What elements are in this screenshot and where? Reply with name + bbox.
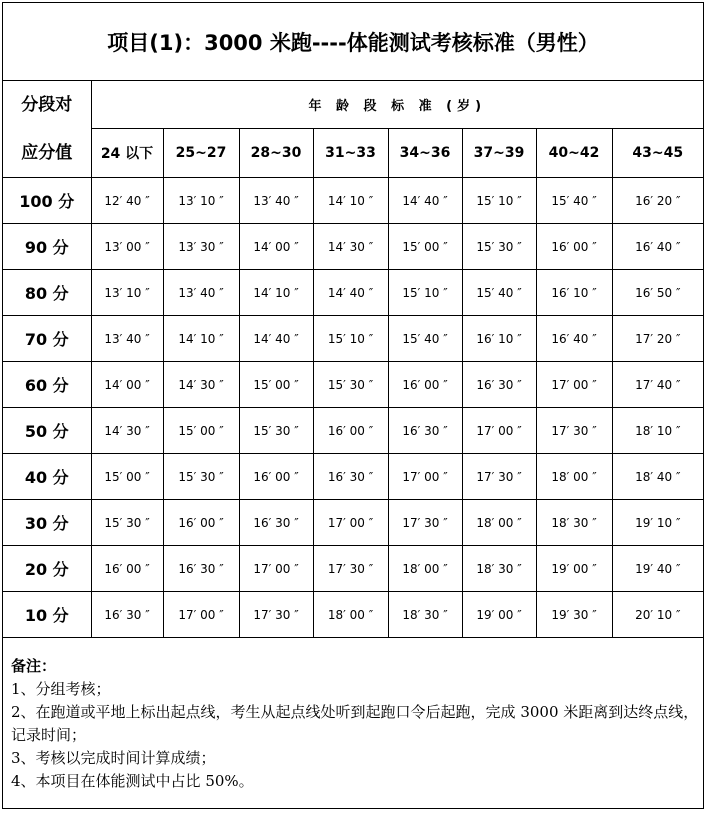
time-cell: 15′ 00 ″ — [91, 454, 163, 500]
time-cell: 14′ 40 ″ — [313, 270, 388, 316]
time-cell: 13′ 10 ″ — [91, 270, 163, 316]
time-cell: 14′ 30 ″ — [91, 408, 163, 454]
time-cell: 13′ 40 ″ — [91, 316, 163, 362]
time-cell: 14′ 40 ″ — [239, 316, 313, 362]
time-cell: 15′ 00 ″ — [163, 408, 239, 454]
note-item: 1、分组考核； — [11, 680, 111, 698]
time-cell: 20′ 10 ″ — [612, 592, 703, 638]
table-row — [3, 316, 703, 362]
score-cell: 70 分 — [3, 316, 91, 362]
table-row — [3, 500, 703, 546]
table-row — [3, 270, 703, 316]
time-cell: 14′ 00 ″ — [239, 224, 313, 270]
time-cell: 15′ 30 ″ — [163, 454, 239, 500]
time-cell: 16′ 00 ″ — [239, 454, 313, 500]
time-cell: 16′ 50 ″ — [612, 270, 703, 316]
page-title: 项目(1)：3000 米跑----体能测试考核标准（男性） — [3, 3, 703, 81]
time-cell: 15′ 40 ″ — [462, 270, 536, 316]
time-cell: 14′ 30 ″ — [313, 224, 388, 270]
score-cell: 50 分 — [3, 408, 91, 454]
table-row — [3, 178, 703, 224]
time-cell: 17′ 00 ″ — [163, 592, 239, 638]
time-cell: 17′ 00 ″ — [536, 362, 612, 408]
time-cell: 17′ 30 ″ — [462, 454, 536, 500]
time-cell: 16′ 30 ″ — [163, 546, 239, 592]
time-cell: 19′ 00 ″ — [462, 592, 536, 638]
time-cell: 14′ 00 ″ — [91, 362, 163, 408]
time-cell: 16′ 40 ″ — [612, 224, 703, 270]
time-cell: 15′ 30 ″ — [462, 224, 536, 270]
time-cell: 19′ 00 ″ — [536, 546, 612, 592]
standards-sheet — [2, 2, 704, 809]
time-cell: 13′ 30 ″ — [163, 224, 239, 270]
time-cell: 17′ 30 ″ — [313, 546, 388, 592]
table-row — [3, 224, 703, 270]
time-cell: 17′ 00 ″ — [313, 500, 388, 546]
score-cell: 40 分 — [3, 454, 91, 500]
time-cell: 18′ 30 ″ — [388, 592, 462, 638]
age-column-header: 25~27 — [163, 129, 239, 178]
time-cell: 15′ 30 ″ — [313, 362, 388, 408]
age-column-header: 37~39 — [462, 129, 536, 178]
table-row — [3, 408, 703, 454]
time-cell: 18′ 10 ″ — [612, 408, 703, 454]
time-cell: 19′ 40 ″ — [612, 546, 703, 592]
time-cell: 17′ 20 ″ — [612, 316, 703, 362]
note-item: 4、本项目在体能测试中占比 50%。 — [11, 772, 254, 790]
time-cell: 18′ 40 ″ — [612, 454, 703, 500]
table-row — [3, 592, 703, 638]
notes-title: 备注： — [11, 657, 57, 675]
time-cell: 14′ 10 ″ — [313, 178, 388, 224]
time-cell: 13′ 00 ″ — [91, 224, 163, 270]
time-cell: 14′ 10 ″ — [163, 316, 239, 362]
time-cell: 15′ 10 ″ — [388, 270, 462, 316]
note-item: 3、考核以完成时间计算成绩； — [11, 749, 216, 767]
score-cell: 80 分 — [3, 270, 91, 316]
corner-line-2: 应分值 — [21, 143, 73, 163]
age-column-header: 34~36 — [388, 129, 462, 178]
time-cell: 17′ 00 ″ — [462, 408, 536, 454]
time-cell: 13′ 40 ″ — [163, 270, 239, 316]
time-cell: 16′ 00 ″ — [163, 500, 239, 546]
table-row — [3, 546, 703, 592]
time-cell: 17′ 30 ″ — [536, 408, 612, 454]
age-group-header: 年 龄 段 标 准 (岁) — [91, 81, 703, 129]
time-cell: 13′ 40 ″ — [239, 178, 313, 224]
note-item: 2、在跑道或平地上标出起点线，考生从起点线处听到起跑口令后起跑，完成 3000 米距离到达终点线，记录时间； — [11, 703, 699, 744]
time-cell: 17′ 30 ″ — [239, 592, 313, 638]
time-cell: 13′ 10 ″ — [163, 178, 239, 224]
time-cell: 16′ 40 ″ — [536, 316, 612, 362]
time-cell: 18′ 30 ″ — [462, 546, 536, 592]
time-cell: 19′ 30 ″ — [536, 592, 612, 638]
time-cell: 16′ 00 ″ — [388, 362, 462, 408]
time-cell: 16′ 10 ″ — [462, 316, 536, 362]
time-cell: 16′ 30 ″ — [462, 362, 536, 408]
age-column-header: 31~33 — [313, 129, 388, 178]
score-cell: 10 分 — [3, 592, 91, 638]
time-cell: 15′ 40 ″ — [388, 316, 462, 362]
time-cell: 16′ 00 ″ — [313, 408, 388, 454]
time-cell: 18′ 00 ″ — [388, 546, 462, 592]
time-cell: 17′ 00 ″ — [239, 546, 313, 592]
corner-header — [3, 81, 91, 178]
time-cell: 18′ 00 ″ — [536, 454, 612, 500]
time-cell: 15′ 00 ″ — [239, 362, 313, 408]
time-cell: 16′ 00 ″ — [536, 224, 612, 270]
table-row — [3, 362, 703, 408]
time-cell: 15′ 10 ″ — [462, 178, 536, 224]
time-cell: 17′ 40 ″ — [612, 362, 703, 408]
notes-section — [11, 655, 701, 793]
time-cell: 15′ 10 ″ — [313, 316, 388, 362]
time-cell: 12′ 40 ″ — [91, 178, 163, 224]
header-row-columns — [3, 129, 703, 178]
time-cell: 15′ 30 ″ — [91, 500, 163, 546]
score-cell: 100 分 — [3, 178, 91, 224]
time-cell: 15′ 00 ″ — [388, 224, 462, 270]
score-cell: 20 分 — [3, 546, 91, 592]
time-cell: 16′ 30 ″ — [313, 454, 388, 500]
time-cell: 15′ 30 ″ — [239, 408, 313, 454]
time-cell: 14′ 40 ″ — [388, 178, 462, 224]
standards-table — [3, 81, 703, 638]
time-cell: 18′ 30 ″ — [536, 500, 612, 546]
score-cell: 90 分 — [3, 224, 91, 270]
time-cell: 19′ 10 ″ — [612, 500, 703, 546]
time-cell: 16′ 30 ″ — [388, 408, 462, 454]
age-column-header: 28~30 — [239, 129, 313, 178]
score-cell: 60 分 — [3, 362, 91, 408]
time-cell: 16′ 00 ″ — [91, 546, 163, 592]
age-column-header: 24 以下 — [91, 129, 163, 178]
time-cell: 18′ 00 ″ — [462, 500, 536, 546]
time-cell: 17′ 30 ″ — [388, 500, 462, 546]
table-row — [3, 454, 703, 500]
age-column-header: 43~45 — [612, 129, 703, 178]
time-cell: 14′ 10 ″ — [239, 270, 313, 316]
time-cell: 15′ 40 ″ — [536, 178, 612, 224]
time-cell: 16′ 20 ″ — [612, 178, 703, 224]
time-cell: 16′ 30 ″ — [91, 592, 163, 638]
table-body — [3, 81, 703, 638]
age-column-header: 40~42 — [536, 129, 612, 178]
header-row-age — [3, 81, 703, 129]
time-cell: 17′ 00 ″ — [388, 454, 462, 500]
score-cell: 30 分 — [3, 500, 91, 546]
time-cell: 18′ 00 ″ — [313, 592, 388, 638]
corner-line-1: 分段对 — [21, 95, 73, 115]
time-cell: 16′ 10 ″ — [536, 270, 612, 316]
time-cell: 14′ 30 ″ — [163, 362, 239, 408]
time-cell: 16′ 30 ″ — [239, 500, 313, 546]
